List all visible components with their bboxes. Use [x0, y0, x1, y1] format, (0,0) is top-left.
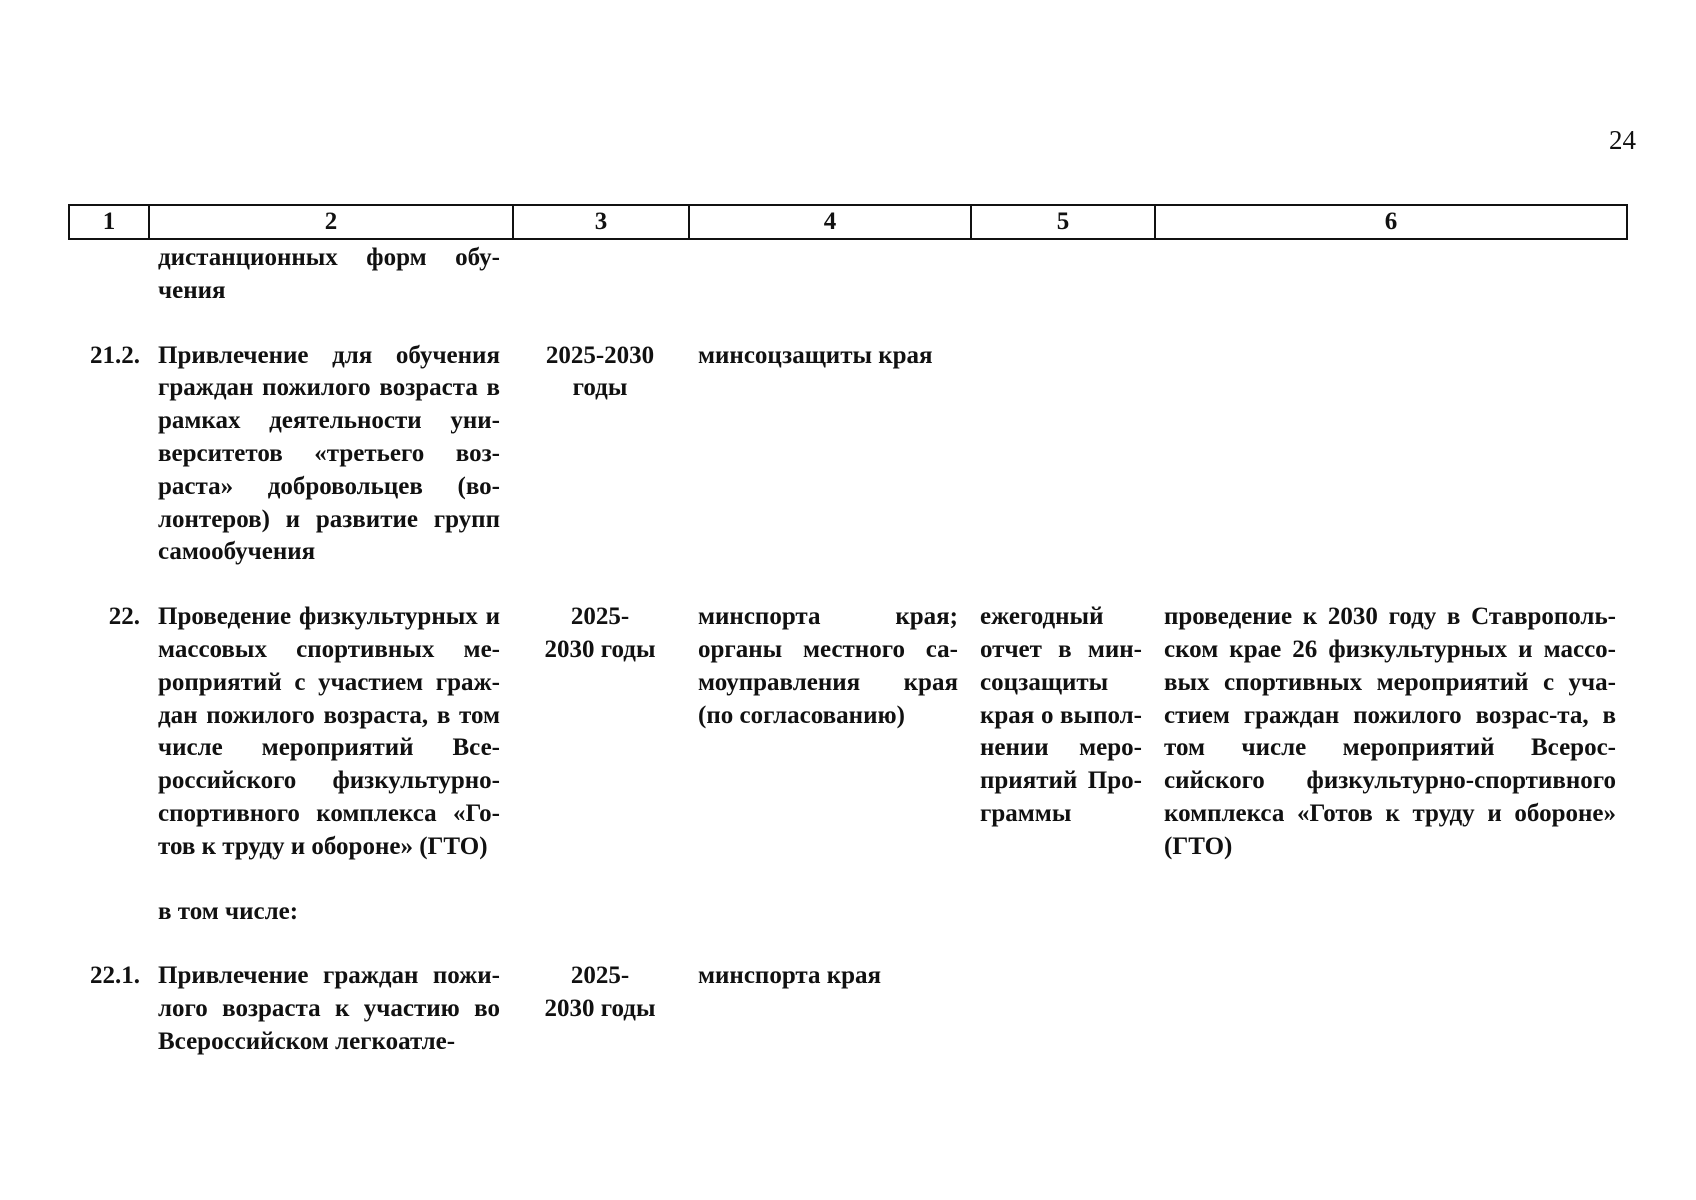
executor-cell — [688, 242, 970, 308]
row-number: 22. — [108, 603, 140, 631]
result-cell — [1154, 960, 1628, 1058]
period-cell — [512, 960, 688, 1058]
column-header-5: 5 — [972, 206, 1156, 238]
table-header — [68, 204, 1628, 240]
measure-text: в том числе: — [158, 897, 299, 925]
result-cell: проведение к 2030 году в Ставрополь-ском крае 26 физкультурных и массо-вых спортивных мероприятий с уча-стием граждан пожилого возрас-та, в том числе мероприятий Всерос-сийского физкультурно-спортивного комплекса «Готов к труду и обороне» (ГТО) — [1164, 603, 1616, 860]
column-header-3: 3 — [514, 206, 690, 238]
row-number — [68, 896, 148, 929]
column-header-6: 6 — [1384, 208, 1398, 235]
row-number: 22.1. — [90, 962, 140, 990]
row-number — [68, 242, 148, 308]
control-cell — [970, 340, 1154, 570]
period-line: 2030 годы — [544, 995, 656, 1023]
measure-text: Проведение физкультурных и массовых спортивных ме-роприятий с участием граж-дан пожилого возраста, в том числе мероприятий Все-российского физкультурно-спортивного комплекса «Го-тов к труду и обороне» (ГТО) — [158, 603, 500, 860]
table-row — [68, 601, 1628, 863]
period-cell — [512, 242, 688, 308]
measure-line: чения — [158, 276, 226, 304]
table-row — [68, 960, 1628, 1058]
period-line: 2025- — [570, 603, 630, 631]
period-cell: 2025-2030 годы — [545, 341, 655, 402]
result-cell — [1154, 340, 1628, 570]
row-number: 21.2. — [90, 341, 140, 369]
executor-cell: минспорта края — [698, 962, 882, 990]
control-cell — [970, 960, 1154, 1058]
result-cell — [1154, 242, 1628, 308]
result-cell — [1154, 896, 1628, 929]
table-row — [68, 896, 1628, 929]
executor-cell — [688, 896, 970, 929]
executor-cell: минспорта края; органы местного са-моуправления края (по согласованию) — [698, 603, 958, 729]
control-cell: ежегодный отчет в мин-соцзащиты края о выпол-нении меро-приятий Про-граммы — [980, 603, 1142, 827]
period-cell — [512, 896, 688, 929]
period-line: 2025- — [570, 962, 630, 990]
table-body — [68, 242, 1628, 1059]
table-row — [68, 242, 1628, 308]
period-line: 2030 годы — [544, 635, 656, 663]
page-number: 24 — [1609, 125, 1636, 155]
table-row — [68, 340, 1628, 570]
control-cell — [970, 242, 1154, 308]
measure-line: дистанционных форм обу- — [158, 244, 500, 271]
period-cell — [512, 601, 688, 863]
column-header-4: 4 — [690, 206, 972, 238]
control-cell — [970, 896, 1154, 929]
column-header-1: 1 — [70, 206, 150, 238]
measure-text: Привлечение граждан пожи-лого возраста к участию во Всероссийском легкоатле- — [158, 962, 500, 1055]
executor-cell: минсоцзащиты края — [698, 341, 933, 369]
measure-text — [148, 242, 512, 308]
measure-text: Привлечение для обучения граждан пожилого возраста в рамках деятельности уни-верситетов «третьего воз-раста» добровольцев (во-лонтеров) и развитие групп самообучения — [158, 341, 500, 566]
column-header-2: 2 — [150, 206, 514, 238]
